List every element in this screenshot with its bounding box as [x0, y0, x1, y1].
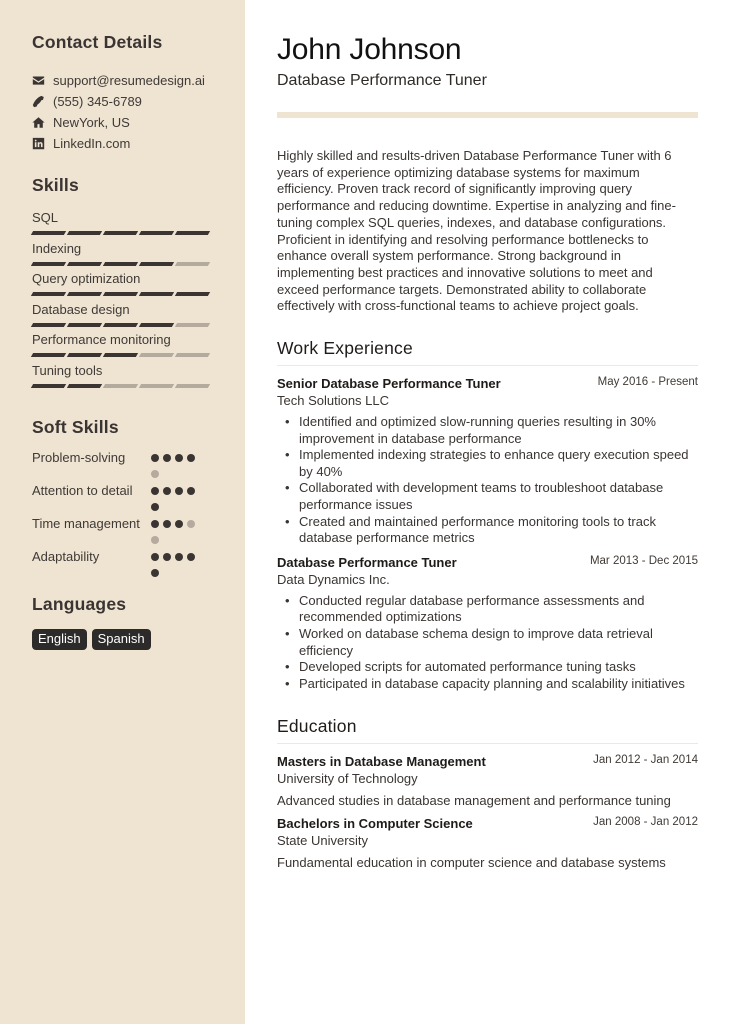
rating-dot: [151, 569, 159, 577]
skill-level-bar: [32, 231, 245, 235]
soft-skill-rating: [151, 549, 206, 577]
contact-phone-text: (555) 345-6789: [53, 94, 142, 109]
education-dates: Jan 2008 - Jan 2012: [593, 816, 698, 829]
job-bullet: • Collaborated with development teams to troubleshoot database performance issues: [299, 480, 698, 513]
work-experience-heading: Work Experience: [277, 338, 698, 366]
skill-level-segment: [31, 384, 66, 388]
skill-name: Performance monitoring: [32, 332, 171, 347]
soft-skill-item: [32, 516, 245, 544]
skill-item: [32, 332, 245, 363]
skill-level-segment: [103, 323, 138, 327]
skill-item: [32, 363, 245, 394]
education-entry: [277, 816, 698, 870]
skill-name: Query optimization: [32, 271, 141, 286]
rating-dot: [163, 454, 171, 462]
education-heading: Education: [277, 716, 698, 744]
job-bullet: • Implemented indexing strategies to enhance query execution speed by 40%: [299, 447, 698, 480]
soft-skills-heading: Soft Skills: [32, 417, 119, 437]
rating-dot: [187, 520, 195, 528]
skill-level-segment: [103, 231, 138, 235]
skill-level-segment: [67, 262, 102, 266]
skill-level-segment: [139, 262, 174, 266]
school: State University: [277, 833, 369, 849]
soft-skill-name: Adaptability: [32, 549, 100, 564]
skill-level-segment: [139, 231, 174, 235]
skill-level-segment: [139, 384, 174, 388]
rating-dot: [151, 454, 159, 462]
degree: Masters in Database Management: [277, 754, 486, 770]
sidebar: [0, 0, 245, 1024]
candidate-name: John Johnson: [277, 33, 462, 66]
rating-dot: [175, 454, 183, 462]
rating-dot: [151, 487, 159, 495]
skill-level-segment: [67, 353, 102, 357]
summary: Highly skilled and results-driven Database Performance Tuner with 6 years of experience optimizing database systems for maximum efficiency. Proven track record of significantly improving query performance and reducing downtime. Expertise in analyzing and fine-tuning complex SQL queries, indexes, and database configurations. Proficient in identifying and resolving performance bottlenecks to enhance overall system performance. Strong background in implementing best practices and innovative solutions to meet and exceed performance targets. Demonstrated ability to collaborate effectively with cross-functional teams to achieve project goals.: [277, 148, 676, 314]
skill-level-segment: [67, 384, 102, 388]
skills-list: [32, 210, 245, 393]
skill-level-segment: [31, 323, 66, 327]
skill-level-segment: [67, 323, 102, 327]
skill-item: [32, 302, 245, 333]
education-entry: [277, 754, 698, 808]
skill-level-segment: [31, 292, 66, 296]
header-divider: [277, 112, 698, 118]
soft-skills-list: [32, 450, 245, 577]
skill-level-segment: [175, 323, 210, 327]
rating-dot: [151, 503, 159, 511]
home-icon: [32, 116, 45, 129]
soft-skill-item: [32, 450, 245, 478]
skill-level-segment: [139, 323, 174, 327]
rating-dot: [151, 470, 159, 478]
skill-level-bar: [32, 292, 245, 296]
rating-dot: [175, 553, 183, 561]
skill-level-segment: [175, 353, 210, 357]
skill-level-segment: [67, 292, 102, 296]
job-dates: May 2016 - Present: [597, 376, 698, 389]
job-entry: [277, 555, 698, 693]
job-bullets: [277, 593, 698, 693]
job-bullet: • Developed scripts for automated performance tuning tasks: [299, 659, 698, 676]
skill-name: Tuning tools: [32, 362, 103, 378]
skill-item: [32, 210, 245, 241]
skill-level-segment: [103, 292, 138, 296]
rating-dot: [151, 520, 159, 528]
skill-level-segment: [31, 231, 66, 235]
rating-dot: [151, 553, 159, 561]
email-icon: [32, 74, 45, 87]
soft-skill-rating: [151, 450, 206, 478]
degree: Bachelors in Computer Science: [277, 816, 473, 832]
skill-level-segment: [31, 353, 66, 357]
linkedin-icon: [32, 137, 45, 150]
job-company: Data Dynamics Inc.: [277, 571, 390, 587]
skill-level-bar: [32, 384, 245, 388]
main-content: [277, 0, 698, 870]
rating-dot: [175, 520, 183, 528]
soft-skill-rating: [151, 516, 206, 544]
soft-skill-item: [32, 483, 245, 511]
skill-level-segment: [175, 384, 210, 388]
skill-name: Database design: [32, 301, 130, 317]
language-chip: Spanish: [92, 629, 151, 650]
job-title: Database Performance Tuner: [277, 554, 457, 570]
job-bullet: • Worked on database schema design to improve data retrieval efficiency: [299, 626, 698, 659]
skill-name: SQL: [32, 210, 59, 225]
skill-level-segment: [103, 262, 138, 266]
education-description: Fundamental education in computer science and database systems: [277, 855, 666, 871]
skill-level-segment: [139, 292, 174, 296]
rating-dot: [163, 487, 171, 495]
skill-level-bar: [32, 353, 245, 357]
rating-dot: [187, 487, 195, 495]
soft-skill-name: Problem-solving: [32, 450, 126, 465]
skill-item: [32, 271, 245, 302]
job-entry: [277, 376, 698, 547]
skill-level-segment: [67, 231, 102, 235]
skill-level-bar: [32, 262, 245, 266]
skill-level-segment: [103, 384, 138, 388]
rating-dot: [151, 536, 159, 544]
rating-dot: [187, 454, 195, 462]
job-title: Senior Database Performance Tuner: [277, 376, 501, 392]
skill-item: [32, 241, 245, 272]
soft-skill-rating: [151, 483, 206, 511]
school: University of Technology: [277, 771, 418, 787]
contact-linkedin-text: LinkedIn.com: [53, 136, 131, 151]
skill-level-segment: [31, 262, 66, 266]
contact-email[interactable]: [32, 70, 245, 91]
rating-dot: [187, 553, 195, 561]
job-bullets: [277, 414, 698, 547]
contact-list: [32, 70, 245, 154]
education-description: Advanced studies in database management and performance tuning: [277, 793, 671, 809]
skill-level-bar: [32, 323, 245, 327]
language-chip: English: [32, 629, 87, 650]
skill-level-segment: [175, 231, 210, 235]
job-bullet: • Participated in database capacity planning and scalability initiatives: [299, 676, 698, 693]
contact-location-text: NewYork, US: [53, 115, 130, 130]
soft-skill-name: Time management: [32, 516, 140, 531]
languages-list: [32, 629, 245, 650]
job-bullet: • Conducted regular database performance assessments and recommended optimizations: [299, 593, 698, 626]
skill-level-segment: [103, 353, 138, 357]
job-dates: Mar 2013 - Dec 2015: [589, 554, 698, 567]
soft-skill-name: Attention to detail: [32, 483, 133, 498]
rating-dot: [175, 487, 183, 495]
skill-level-segment: [175, 262, 210, 266]
phone-icon: [32, 95, 45, 108]
candidate-title: Database Performance Tuner: [277, 72, 487, 89]
contact-linkedin[interactable]: [32, 133, 245, 154]
rating-dot: [163, 520, 171, 528]
contact-location: [32, 112, 245, 133]
education-dates: Jan 2012 - Jan 2014: [593, 754, 698, 767]
rating-dot: [163, 553, 171, 561]
contact-phone[interactable]: [32, 91, 245, 112]
contact-heading: Contact Details: [32, 32, 163, 52]
skill-level-segment: [139, 353, 174, 357]
soft-skill-item: [32, 549, 245, 577]
languages-heading: Languages: [32, 594, 127, 614]
skills-heading: Skills: [32, 175, 79, 195]
skill-level-segment: [175, 292, 210, 296]
job-company: Tech Solutions LLC: [277, 393, 390, 409]
job-bullet: • Created and maintained performance monitoring tools to track database performance metrics: [299, 514, 698, 547]
skill-name: Indexing: [32, 240, 82, 256]
job-bullet: • Identified and optimized slow-running queries resulting in 30% improvement in database performance: [299, 414, 698, 447]
contact-email-text: support@resumedesign.ai: [53, 73, 205, 88]
